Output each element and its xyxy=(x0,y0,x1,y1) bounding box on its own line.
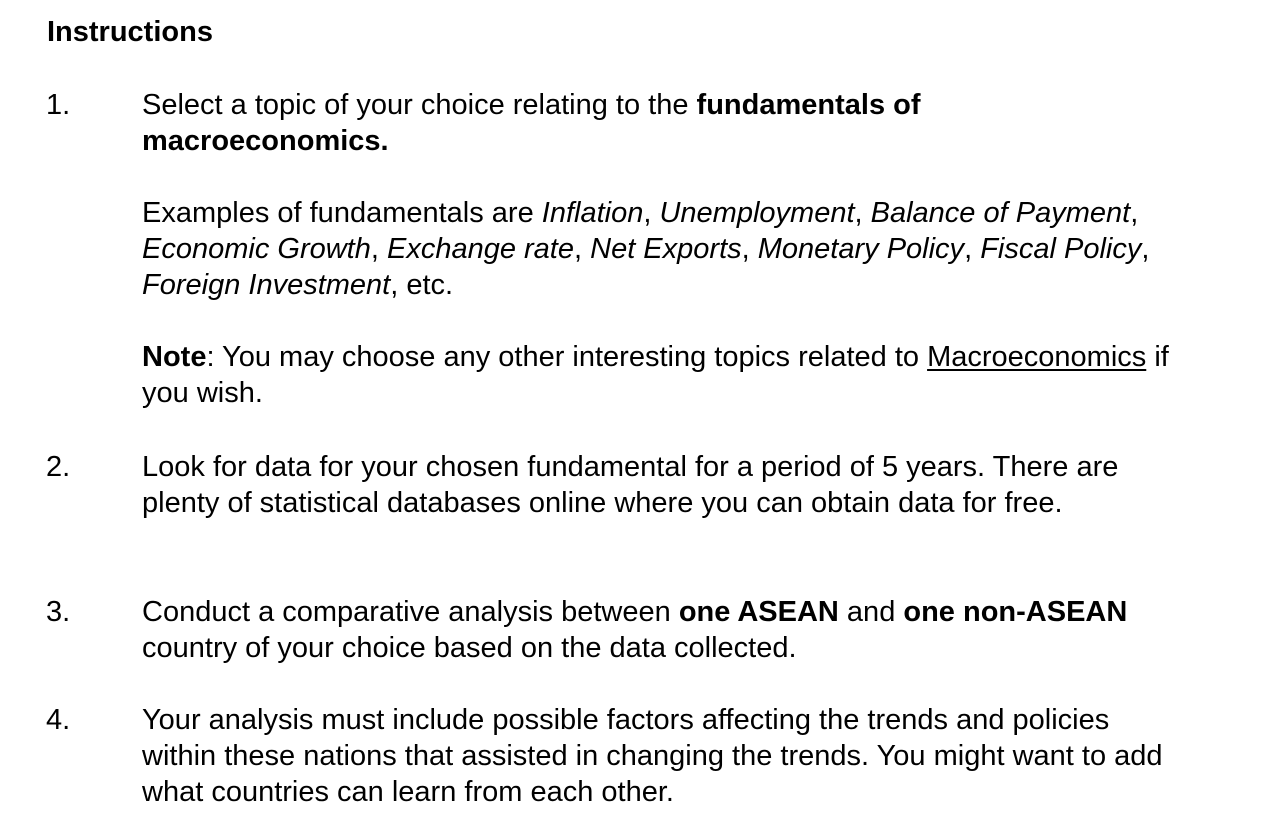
separator: , xyxy=(643,197,660,229)
example-term: Economic Growth xyxy=(142,233,371,265)
item-body xyxy=(142,449,1172,521)
text-part: and xyxy=(838,596,904,628)
item-body xyxy=(142,87,1172,411)
example-term: Exchange rate xyxy=(386,233,574,265)
separator: , xyxy=(1130,197,1139,229)
instruction-text: Select a topic of your choice relating to the xyxy=(142,89,697,121)
example-term: Monetary Policy xyxy=(757,233,965,265)
note-text: : You may choose any other interesting topics related to xyxy=(206,341,928,373)
example-term: Balance of Payment xyxy=(870,197,1131,229)
topic-instruction xyxy=(142,87,1172,159)
example-term: Net Exports xyxy=(590,233,742,265)
item-text: Look for data for your chosen fundamental for a period of 5 years. There are plenty of statistical databases online where you can obtain data for free. xyxy=(142,451,1119,519)
item-number: 4. xyxy=(46,704,71,736)
item-number: 3. xyxy=(46,596,71,628)
examples-paragraph xyxy=(142,195,1172,303)
item-body xyxy=(142,702,1172,810)
separator: , xyxy=(370,233,387,265)
example-term: Fiscal Policy xyxy=(980,233,1142,265)
item-number: 2. xyxy=(46,451,71,483)
text-part: country of your choice based on the data collected. xyxy=(142,632,797,664)
separator: , xyxy=(574,233,591,265)
note-end: if you wish. xyxy=(142,341,1169,409)
separator: , xyxy=(854,197,871,229)
macroeconomics-underlined: Macroeconomics xyxy=(927,341,1147,373)
item-number: 1. xyxy=(46,89,71,121)
example-term: Foreign Investment xyxy=(142,269,391,301)
item-text: Your analysis must include possible factors affecting the trends and policies within these nations that assisted in changing the trends. You might want to add what countries can learn from each other. xyxy=(142,704,1163,808)
separator: , xyxy=(964,233,981,265)
separator: , xyxy=(1141,233,1150,265)
separator: , xyxy=(741,233,758,265)
examples-intro: Examples of fundamentals are xyxy=(142,197,542,229)
examples-end: , etc. xyxy=(390,269,454,301)
example-term: Unemployment xyxy=(659,197,855,229)
emphasis-asean: one ASEAN xyxy=(678,596,839,628)
example-term: Inflation xyxy=(541,197,644,229)
emphasis-non-asean: one non-ASEAN xyxy=(903,596,1128,628)
note-label: Note xyxy=(142,341,207,373)
item-text xyxy=(142,594,1172,666)
note-paragraph xyxy=(142,339,1172,411)
emphasis-text: fundamentals of macroeconomics. xyxy=(142,89,921,157)
page-title: Instructions xyxy=(47,16,213,48)
item-body xyxy=(142,594,1172,666)
text-part: Conduct a comparative analysis between xyxy=(142,596,679,628)
